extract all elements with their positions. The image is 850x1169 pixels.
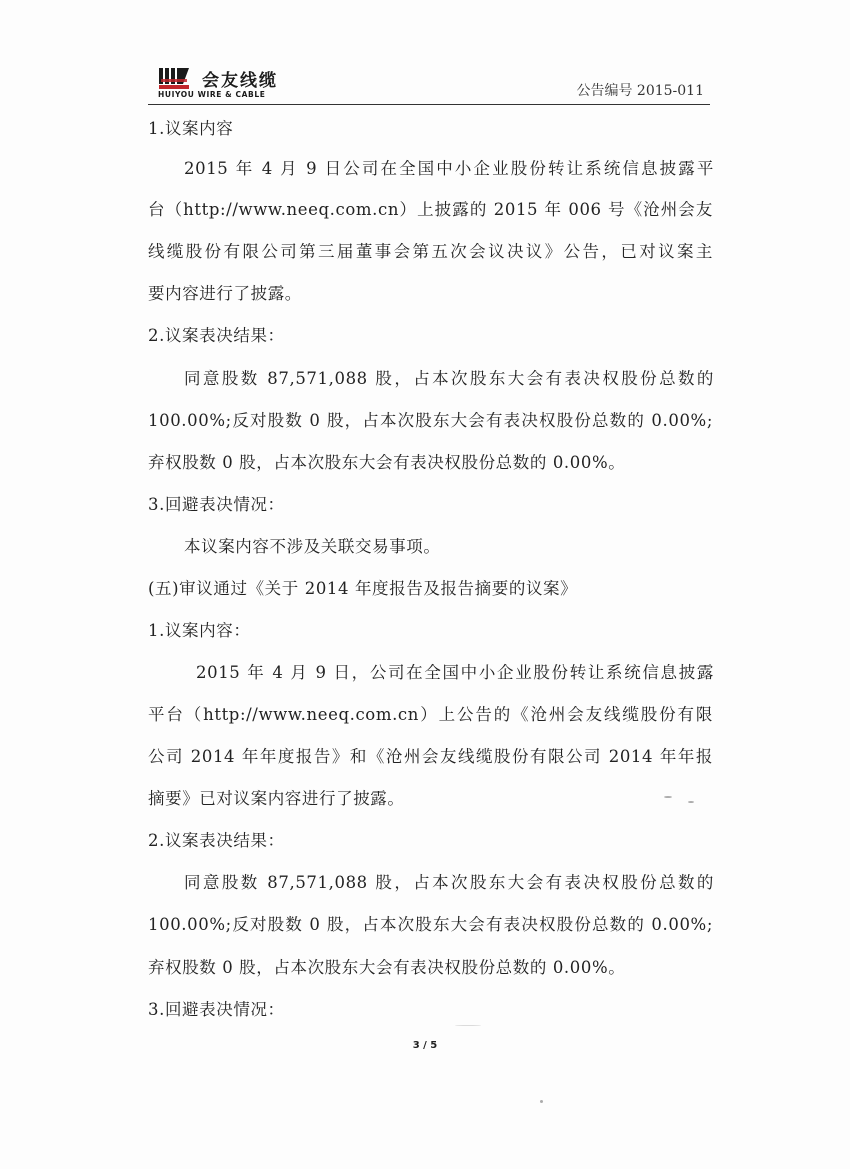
cable-logo-icon: [158, 66, 192, 92]
agenda-item-heading: (五)审议通过《关于 2014 年度报告及报告摘要的议案》: [148, 579, 578, 598]
paragraph-line: 2015 年 4 月 9 日公司在全国中小企业股份转让系统信息披露平: [184, 159, 714, 178]
section-heading: 1.议案内容: [148, 119, 234, 138]
paragraph-line: 要内容进行了披露。: [148, 284, 302, 303]
paragraph-line: 100.00%;反对股数 0 股，占本次股东大会有表决权股份总数的 0.00%;: [148, 411, 713, 430]
paragraph-line: 同意股数 87,571,088 股，占本次股东大会有表决权股份总数的: [184, 873, 714, 892]
section-heading: 2.议案表决结果：: [148, 326, 285, 345]
scan-speck: [688, 801, 694, 803]
paragraph-line: 台（http://www.neeq.com.cn）上披露的 2015 年 006 号《沧州会友: [148, 200, 713, 219]
scan-speck: [455, 1025, 481, 1026]
section-heading: 2.议案表决结果：: [148, 831, 285, 850]
scan-speck: [540, 1100, 543, 1103]
paragraph-line: 线缆股份有限公司第三届董事会第五次会议决议》公告，已对议案主: [148, 242, 713, 261]
logo-english-name: HUIYOU WIRE & CABLE: [158, 90, 266, 99]
paragraph-line: 弃权股数 0 股，占本次股东大会有表决权股份总数的 0.00%。: [148, 958, 626, 977]
section-heading: 1.议案内容：: [148, 621, 251, 640]
company-logo: [158, 64, 328, 100]
section-heading: 3.回避表决情况：: [148, 1000, 285, 1019]
paragraph-line: 平台（http://www.neeq.com.cn）上公告的《沧州会友线缆股份有限: [148, 705, 713, 724]
paragraph-line: 公司 2014 年年度报告》和《沧州会友线缆股份有限公司 2014 年年报: [148, 747, 713, 766]
section-heading: 3.回避表决情况：: [148, 495, 285, 514]
scan-speck: [664, 796, 672, 798]
page-header: [148, 62, 710, 105]
paragraph-line: 100.00%;反对股数 0 股，占本次股东大会有表决权股份总数的 0.00%;: [148, 915, 713, 934]
paragraph-line: 摘要》已对议案内容进行了披露。: [148, 789, 405, 808]
paragraph-line: 同意股数 87,571,088 股，占本次股东大会有表决权股份总数的: [184, 369, 714, 388]
paragraph-line: 本议案内容不涉及关联交易事项。: [184, 537, 441, 556]
page-number: 3 / 5: [412, 1040, 438, 1051]
logo-chinese-name: 会友线缆: [202, 71, 278, 91]
paragraph-line: 2015 年 4 月 9 日，公司在全国中小企业股份转让系统信息披露: [196, 663, 714, 682]
announcement-number: 公告编号 2015-011: [576, 83, 704, 99]
paragraph-line: 弃权股数 0 股，占本次股东大会有表决权股份总数的 0.00%。: [148, 453, 626, 472]
